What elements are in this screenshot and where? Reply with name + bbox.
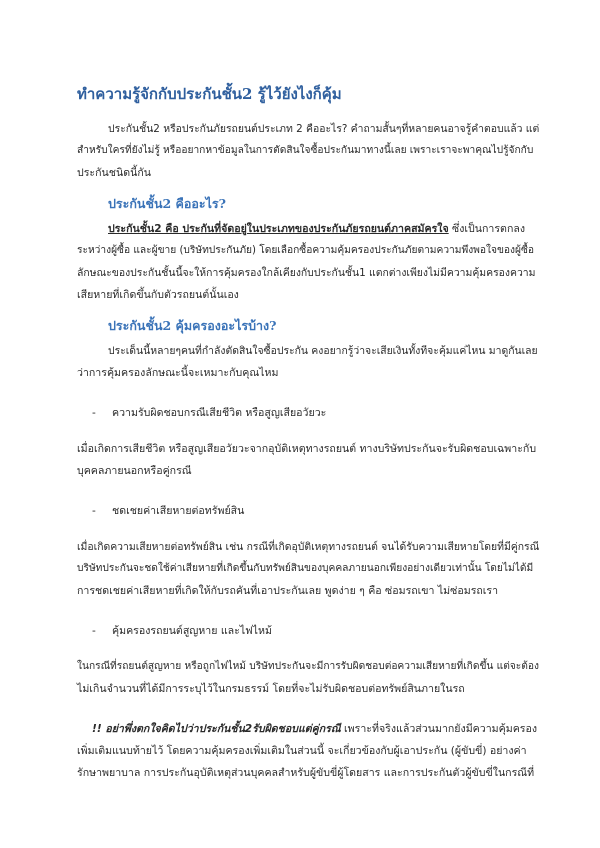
definition-rest: ซึ่งเป็นการตกลง — [448, 223, 526, 235]
closing-lead — [92, 722, 537, 736]
section-heading-coverage: ประกันชั้น2 คุ้มครองอะไรบ้าง? — [108, 318, 277, 333]
bullet-2-line-3: การชดเชยค่าเสียหายที่เกิดให้กับรถคันที่เอาประกันเลย พูดง่าย ๆ คือ ซ่อมรถเขา ไม่ซ่อมรถเรา — [77, 585, 499, 597]
bullet-item-1 — [92, 406, 326, 420]
section-heading-what-is: ประกันชั้น2 คืออะไร? — [108, 196, 226, 211]
bullet-1-line-1: เมื่อเกิดการเสียชีวิต หรือสูญเสียอวัยวะจากอุบัติเหตุทางรถยนต์ ทางบริษัทประกันจะรับผิดชอบเฉพาะกับ — [77, 443, 537, 455]
intro-line-1: ประกันชั้น2 หรือประกันภัยรถยนต์ประเภท 2 คืออะไร? คำถามสั้นๆที่หลายคนอาจรู้คำตอบแล้ว แต่ — [108, 123, 540, 135]
closing-line-1: เพิ่มเติมแนบท้ายไว้ โดยความคุ้มครองเพิ่มเติมในส่วนนี้ จะเกี่ยวข้องกับผู้เอาประกัน (ผู้ขับขี่) อย่างค่า — [77, 745, 527, 757]
intro-line-2: สำหรับใครที่ยังไม่รู้ หรืออยากหาข้อมูลในการตัดสินใจซื้อประกันมาทางนี้เลย เพราะเราจะพาคุณไปรู้จักกับ — [77, 145, 534, 156]
intro-line-3: ประกันชนิดนี้กัน — [77, 167, 151, 179]
bullet-3-line-2: ไม่เกินจำนวนที่ได้มีการระบุไว้ในกรมธรรม์ โดยที่จะไม่รับผิดชอบต่อทรัพย์สินภายในรถ — [77, 683, 465, 695]
closing-line-2: รักษาพยาบาล การประกันอุบัติเหตุส่วนบุคคลสำหรับผู้ขับขี่ผู้โดยสาร และการประกันตัวผู้ขับขี่ในกรณีที่ — [77, 767, 535, 779]
section1-line-1: ระหว่างผู้ซื้อ และผู้ขาย (บริษัทประกันภัย) โดยเลือกซื้อความคุ้มครองประกันภัยตามความพึงพอใจของผู้ซื้อ — [77, 245, 534, 256]
section1-lead — [108, 222, 525, 236]
bullet-item-3 — [92, 624, 272, 638]
section2-line-1: ประเด็นนี้หลายๆคนที่กำลังตัดสินใจซื้อประกัน คงอยากรู้ว่าจะเสียเงินทั้งทีจะคุ้มแค่ไหน มาดูกันเลย — [108, 345, 538, 357]
bullet-2-line-1: เมื่อเกิดความเสียหายต่อทรัพย์สิน เช่น กรณีที่เกิดอุบัติเหตุทางรถยนต์ จนได้รับความเสียหายโดยที่มีคู่กรณี — [77, 541, 540, 553]
bullet-1-line-2: บุคคลภายนอกหรือคู่กรณี — [77, 465, 192, 477]
definition-bold-underlined: ประกันชั้น2 คือ ประกันที่จัดอยู่ในประเภทของประกันภัยรถยนต์ภาคสมัครใจ — [108, 223, 449, 235]
bullet-3-line-1: ในกรณีที่รถยนต์สูญหาย หรือถูกไฟไหม้ บริษัทประกันจะมีการรับผิดชอบต่อความเสียหายที่เกิดขึ้น แต่จะต้อง — [77, 661, 539, 672]
closing-emphasis: !! อย่าพึ่งตกใจคิดไปว่าประกันชั้น2รับผิดชอบแต่คู่กรณี — [92, 723, 341, 735]
bullet-dash: - — [92, 625, 96, 637]
bullet-item-2 — [92, 504, 244, 518]
bullet-label: ความรับผิดชอบกรณีเสียชีวิต หรือสูญเสียอวัยวะ — [112, 407, 327, 419]
bullet-2-line-2: บริษัทประกันจะชดใช้ค่าเสียหายที่เกิดขึ้นกับทรัพย์สินของบุคคลภายนอกเพียงอย่างเดียวเท่านั้น โดยไม่ได้มี — [77, 563, 534, 574]
section1-line-2: ลักษณะของประกันชั้นนี้จะให้การคุ้มครองใกล้เคียงกับประกันชั้น1 แตกต่างเพียงไม่มีความคุ้มครองความ — [77, 267, 536, 279]
section2-line-2: ว่าการคุ้มครองลักษณะนี้จะเหมาะกับคุณไหม — [77, 367, 279, 379]
bullet-label: คุ้มครองรถยนต์สูญหาย และไฟไหม้ — [112, 625, 272, 637]
bullet-dash: - — [92, 407, 96, 419]
closing-rest: เพราะที่จริงแล้วส่วนมากยังมีความคุ้มครอง — [340, 723, 538, 735]
section1-line-3: เสียหายที่เกิดขึ้นกับตัวรถยนต์นั้นเอง — [77, 289, 239, 301]
page-title: ทำความรู้จักกับประกันชั้น2 รู้ไว้ยังไงก็คุ้ม — [77, 85, 342, 103]
bullet-label: ชดเชยค่าเสียหายต่อทรัพย์สิน — [112, 505, 245, 517]
bullet-dash: - — [92, 505, 96, 517]
